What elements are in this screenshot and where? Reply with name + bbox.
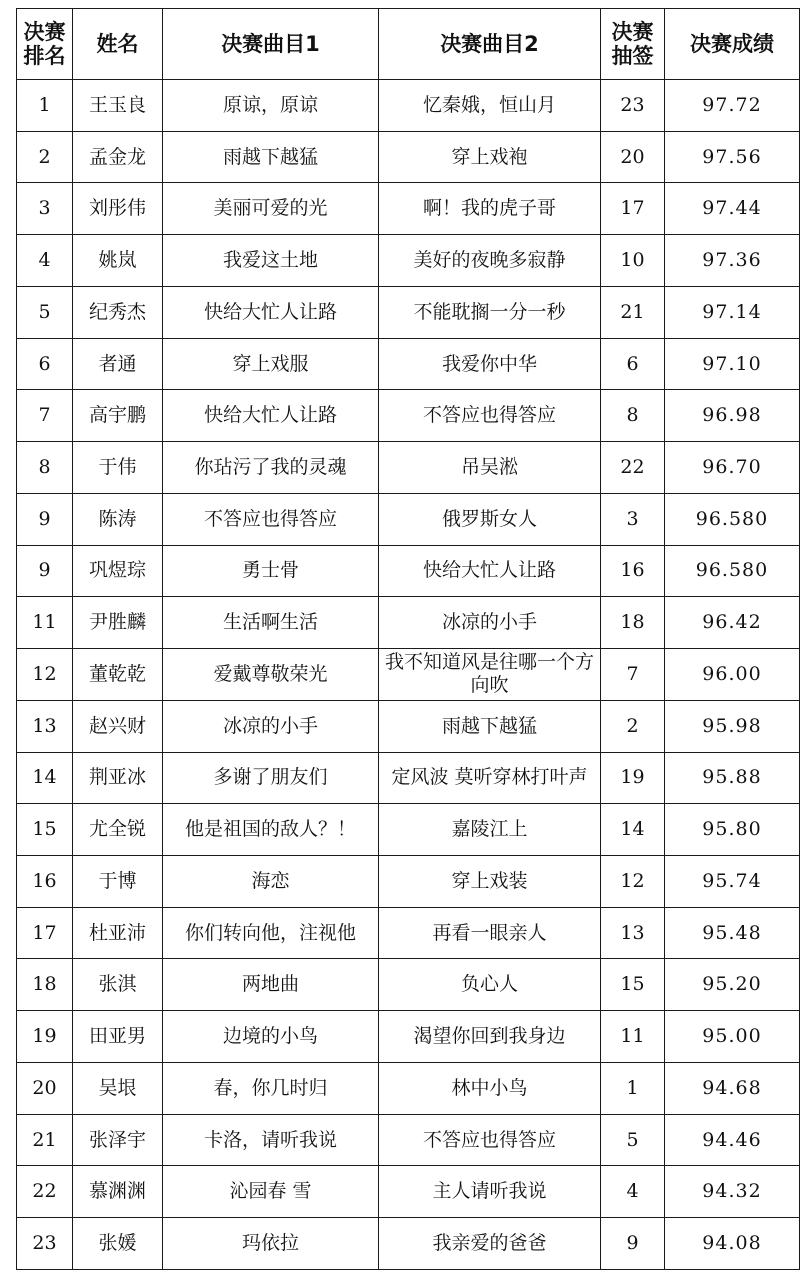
name-cell: 慕渊渊 — [73, 1166, 163, 1218]
draw-cell: 16 — [601, 545, 665, 597]
table-row — [17, 649, 800, 701]
draw-cell: 15 — [601, 959, 665, 1011]
rank-cell: 17 — [17, 907, 73, 959]
rank-cell: 4 — [17, 235, 73, 287]
name-cell: 孟金龙 — [73, 131, 163, 183]
name-cell: 王玉良 — [73, 80, 163, 132]
table-row — [17, 286, 800, 338]
song1-cell: 穿上戏服 — [163, 338, 379, 390]
song2-cell: 冰凉的小手 — [379, 597, 601, 649]
song1-cell: 美丽可爱的光 — [163, 183, 379, 235]
score-cell: 96.70 — [665, 442, 800, 494]
table-row — [17, 752, 800, 804]
song2-cell: 快给大忙人让路 — [379, 545, 601, 597]
song1-cell: 边境的小鸟 — [163, 1011, 379, 1063]
song1-cell: 爱戴尊敬荣光 — [163, 649, 379, 701]
name-cell: 姚岚 — [73, 235, 163, 287]
rank-cell: 7 — [17, 390, 73, 442]
song2-cell: 再看一眼亲人 — [379, 907, 601, 959]
name-cell: 高宇鹏 — [73, 390, 163, 442]
song2-cell: 我不知道风是往哪一个方向吹 — [379, 649, 601, 701]
song2-cell: 穿上戏装 — [379, 856, 601, 908]
header-draw-label-line1: 决赛 — [611, 20, 654, 44]
score-cell: 97.72 — [665, 80, 800, 132]
song2-cell: 俄罗斯女人 — [379, 493, 601, 545]
name-cell: 荆亚冰 — [73, 752, 163, 804]
rank-cell: 16 — [17, 856, 73, 908]
rank-cell: 2 — [17, 131, 73, 183]
score-cell: 96.42 — [665, 597, 800, 649]
draw-cell: 2 — [601, 700, 665, 752]
rank-cell: 8 — [17, 442, 73, 494]
score-cell: 96.98 — [665, 390, 800, 442]
table-row — [17, 80, 800, 132]
score-cell: 95.20 — [665, 959, 800, 1011]
name-cell: 张淇 — [73, 959, 163, 1011]
song2-cell: 我亲爱的爸爸 — [379, 1218, 601, 1270]
rank-cell: 12 — [17, 649, 73, 701]
song1-cell: 勇士骨 — [163, 545, 379, 597]
name-cell: 赵兴财 — [73, 700, 163, 752]
score-cell: 97.10 — [665, 338, 800, 390]
name-cell: 巩煜琮 — [73, 545, 163, 597]
table-row — [17, 131, 800, 183]
rank-cell: 14 — [17, 752, 73, 804]
name-cell: 尤全锐 — [73, 804, 163, 856]
score-cell: 97.56 — [665, 131, 800, 183]
draw-cell: 17 — [601, 183, 665, 235]
header-draw — [601, 9, 665, 80]
score-cell: 95.00 — [665, 1011, 800, 1063]
rank-cell: 21 — [17, 1114, 73, 1166]
rank-cell: 3 — [17, 183, 73, 235]
song2-cell: 嘉陵江上 — [379, 804, 601, 856]
song2-cell: 我爱你中华 — [379, 338, 601, 390]
draw-cell: 20 — [601, 131, 665, 183]
table-row — [17, 804, 800, 856]
name-cell: 于博 — [73, 856, 163, 908]
song1-cell: 多谢了朋友们 — [163, 752, 379, 804]
table-row — [17, 235, 800, 287]
song1-cell: 雨越下越猛 — [163, 131, 379, 183]
score-cell: 95.98 — [665, 700, 800, 752]
draw-cell: 13 — [601, 907, 665, 959]
song1-cell: 生活啊生活 — [163, 597, 379, 649]
name-cell: 董乾乾 — [73, 649, 163, 701]
header-song1: 决赛曲目1 — [163, 9, 379, 80]
draw-cell: 9 — [601, 1218, 665, 1270]
draw-cell: 11 — [601, 1011, 665, 1063]
song2-cell: 吊吴淞 — [379, 442, 601, 494]
header-draw-label-line2: 抽签 — [611, 44, 654, 68]
score-cell: 94.46 — [665, 1114, 800, 1166]
draw-cell: 19 — [601, 752, 665, 804]
draw-cell: 3 — [601, 493, 665, 545]
song1-cell: 你玷污了我的灵魂 — [163, 442, 379, 494]
name-cell: 陈涛 — [73, 493, 163, 545]
song1-cell: 卡洛，请听我说 — [163, 1114, 379, 1166]
score-cell: 97.44 — [665, 183, 800, 235]
song2-cell: 不答应也得答应 — [379, 390, 601, 442]
song2-cell: 穿上戏袍 — [379, 131, 601, 183]
rank-cell: 22 — [17, 1166, 73, 1218]
rank-cell: 11 — [17, 597, 73, 649]
draw-cell: 18 — [601, 597, 665, 649]
table-row — [17, 1011, 800, 1063]
song2-cell: 负心人 — [379, 959, 601, 1011]
table-row — [17, 390, 800, 442]
table-row — [17, 1114, 800, 1166]
table-body — [17, 80, 800, 1270]
score-cell: 97.14 — [665, 286, 800, 338]
draw-cell: 22 — [601, 442, 665, 494]
table-row — [17, 959, 800, 1011]
table-row — [17, 1166, 800, 1218]
header-rank-label-line2: 排名 — [23, 44, 66, 68]
rank-cell: 18 — [17, 959, 73, 1011]
rank-cell: 9 — [17, 493, 73, 545]
name-cell: 者通 — [73, 338, 163, 390]
song2-cell: 不答应也得答应 — [379, 1114, 601, 1166]
rank-cell: 6 — [17, 338, 73, 390]
rank-cell: 1 — [17, 80, 73, 132]
song2-cell: 定风波 莫听穿林打叶声 — [379, 752, 601, 804]
song1-cell: 两地曲 — [163, 959, 379, 1011]
song1-cell: 春，你几时归 — [163, 1062, 379, 1114]
table-row — [17, 183, 800, 235]
table-row — [17, 493, 800, 545]
score-cell: 96.580 — [665, 493, 800, 545]
score-cell: 96.580 — [665, 545, 800, 597]
song1-cell: 沁园春 雪 — [163, 1166, 379, 1218]
score-cell: 94.68 — [665, 1062, 800, 1114]
draw-cell: 5 — [601, 1114, 665, 1166]
song2-cell: 忆秦娥，恒山月 — [379, 80, 601, 132]
table-row — [17, 597, 800, 649]
name-cell: 张媛 — [73, 1218, 163, 1270]
song1-cell: 你们转向他，注视他 — [163, 907, 379, 959]
rank-cell: 9 — [17, 545, 73, 597]
name-cell: 纪秀杰 — [73, 286, 163, 338]
score-cell: 95.48 — [665, 907, 800, 959]
draw-cell: 6 — [601, 338, 665, 390]
song1-cell: 海恋 — [163, 856, 379, 908]
table-row — [17, 442, 800, 494]
table-row — [17, 1062, 800, 1114]
song2-cell: 林中小鸟 — [379, 1062, 601, 1114]
song1-cell: 他是祖国的敌人？！ — [163, 804, 379, 856]
rank-cell: 15 — [17, 804, 73, 856]
name-cell: 刘彤伟 — [73, 183, 163, 235]
table-row — [17, 856, 800, 908]
song2-cell: 主人请听我说 — [379, 1166, 601, 1218]
song1-cell: 快给大忙人让路 — [163, 286, 379, 338]
score-cell: 96.00 — [665, 649, 800, 701]
score-cell: 95.80 — [665, 804, 800, 856]
rank-cell: 20 — [17, 1062, 73, 1114]
table-row — [17, 545, 800, 597]
header-name: 姓名 — [73, 9, 163, 80]
song2-cell: 渴望你回到我身边 — [379, 1011, 601, 1063]
score-cell: 97.36 — [665, 235, 800, 287]
song1-cell: 快给大忙人让路 — [163, 390, 379, 442]
score-cell: 95.74 — [665, 856, 800, 908]
draw-cell: 12 — [601, 856, 665, 908]
score-cell: 94.32 — [665, 1166, 800, 1218]
header-score: 决赛成绩 — [665, 9, 800, 80]
draw-cell: 4 — [601, 1166, 665, 1218]
song1-cell: 不答应也得答应 — [163, 493, 379, 545]
name-cell: 尹胜麟 — [73, 597, 163, 649]
draw-cell: 21 — [601, 286, 665, 338]
header-song2: 决赛曲目2 — [379, 9, 601, 80]
name-cell: 张泽宇 — [73, 1114, 163, 1166]
header-row — [17, 9, 800, 80]
song2-cell: 啊！我的虎子哥 — [379, 183, 601, 235]
table-row — [17, 700, 800, 752]
table-row — [17, 338, 800, 390]
song1-cell: 冰凉的小手 — [163, 700, 379, 752]
song1-cell: 原谅，原谅 — [163, 80, 379, 132]
song2-cell: 美好的夜晚多寂静 — [379, 235, 601, 287]
score-cell: 95.88 — [665, 752, 800, 804]
rank-cell: 19 — [17, 1011, 73, 1063]
draw-cell: 10 — [601, 235, 665, 287]
song1-cell: 玛依拉 — [163, 1218, 379, 1270]
draw-cell: 8 — [601, 390, 665, 442]
song1-cell: 我爱这土地 — [163, 235, 379, 287]
name-cell: 田亚男 — [73, 1011, 163, 1063]
table-row — [17, 1218, 800, 1270]
draw-cell: 7 — [601, 649, 665, 701]
song2-cell: 不能耽搁一分一秒 — [379, 286, 601, 338]
score-cell: 94.08 — [665, 1218, 800, 1270]
draw-cell: 1 — [601, 1062, 665, 1114]
rank-cell: 13 — [17, 700, 73, 752]
name-cell: 杜亚沛 — [73, 907, 163, 959]
results-table — [16, 8, 800, 1270]
rank-cell: 23 — [17, 1218, 73, 1270]
table-row — [17, 907, 800, 959]
header-rank — [17, 9, 73, 80]
name-cell: 吴垠 — [73, 1062, 163, 1114]
name-cell: 于伟 — [73, 442, 163, 494]
draw-cell: 23 — [601, 80, 665, 132]
rank-cell: 5 — [17, 286, 73, 338]
song2-cell: 雨越下越猛 — [379, 700, 601, 752]
header-rank-label-line1: 决赛 — [23, 20, 66, 44]
draw-cell: 14 — [601, 804, 665, 856]
